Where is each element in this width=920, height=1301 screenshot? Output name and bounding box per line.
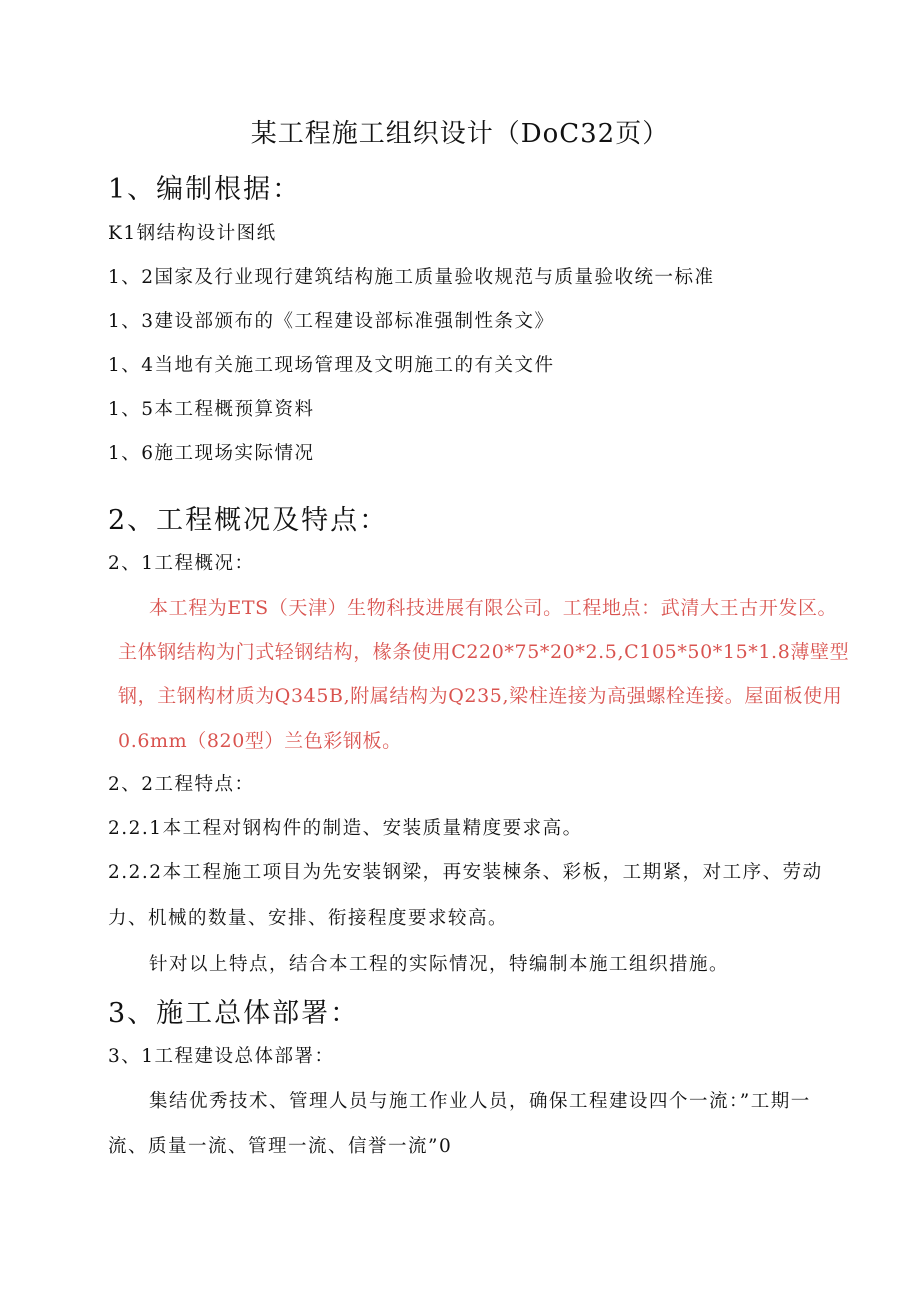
section-1-item-2: 1、2国家及行业现行建筑结构施工质量验收规范与质量验收统一标准 bbox=[108, 267, 715, 288]
overview-line-2: 主体钢结构为门式轻钢结构，椽条使用C220*75*20*2.5,C105*50*15*1.8薄壁型 bbox=[118, 641, 850, 663]
section-2-heading: 2、工程概况及特点： bbox=[108, 505, 389, 536]
feature-summary: 针对以上特点，结合本工程的实际情况，特编制本施工组织措施。 bbox=[149, 954, 730, 975]
feature-line-3: 力、机械的数量、安排、衔接程度要求较高。 bbox=[108, 908, 509, 929]
section-2-subheading-overview: 2、1工程概况： bbox=[108, 553, 255, 574]
section-3-subheading: 3、1工程建设总体部署： bbox=[108, 1046, 335, 1067]
document-title: 某工程施工组织设计（DoC32页） bbox=[250, 119, 670, 149]
section-3-heading: 3、施工总体部署： bbox=[108, 998, 360, 1029]
deployment-line-2: 流、质量一流、管理一流、信誉一流”0 bbox=[108, 1136, 453, 1157]
overview-line-3: 钢，主钢构材质为Q345B,附属结构为Q235,梁柱连接为高强螺栓连接。屋面板使用 bbox=[118, 685, 843, 707]
section-1-item-4: 1、4当地有关施工现场管理及文明施工的有关文件 bbox=[108, 355, 555, 376]
deployment-line-1: 集结优秀技术、管理人员与施工作业人员，确保工程建设四个一流：”工期一 bbox=[149, 1091, 811, 1112]
section-1-item-5: 1、5本工程概预算资料 bbox=[108, 399, 315, 420]
section-2-subheading-features: 2、2工程特点： bbox=[108, 774, 255, 795]
section-1-item-1: K1钢结构设计图纸 bbox=[108, 223, 277, 244]
overview-line-1: 本工程为ETS（天津）生物科技进展有限公司。工程地点：武清大王古开发区。 bbox=[149, 597, 838, 619]
feature-line-1: 2.2.1本工程对钢构件的制造、安装质量精度要求高。 bbox=[108, 818, 583, 839]
overview-line-4: 0.6mm（820型）兰色彩钢板。 bbox=[118, 730, 402, 752]
section-1-item-6: 1、6施工现场实际情况 bbox=[108, 443, 315, 464]
section-1-item-3: 1、3建设部颁布的《工程建设部标准强制性条文》 bbox=[108, 311, 555, 332]
feature-line-2: 2.2.2本工程施工项目为先安装钢梁，再安装楝条、彩板，工期紧，对工序、劳动 bbox=[108, 862, 823, 883]
section-1-heading: 1、编制根据： bbox=[108, 174, 302, 205]
